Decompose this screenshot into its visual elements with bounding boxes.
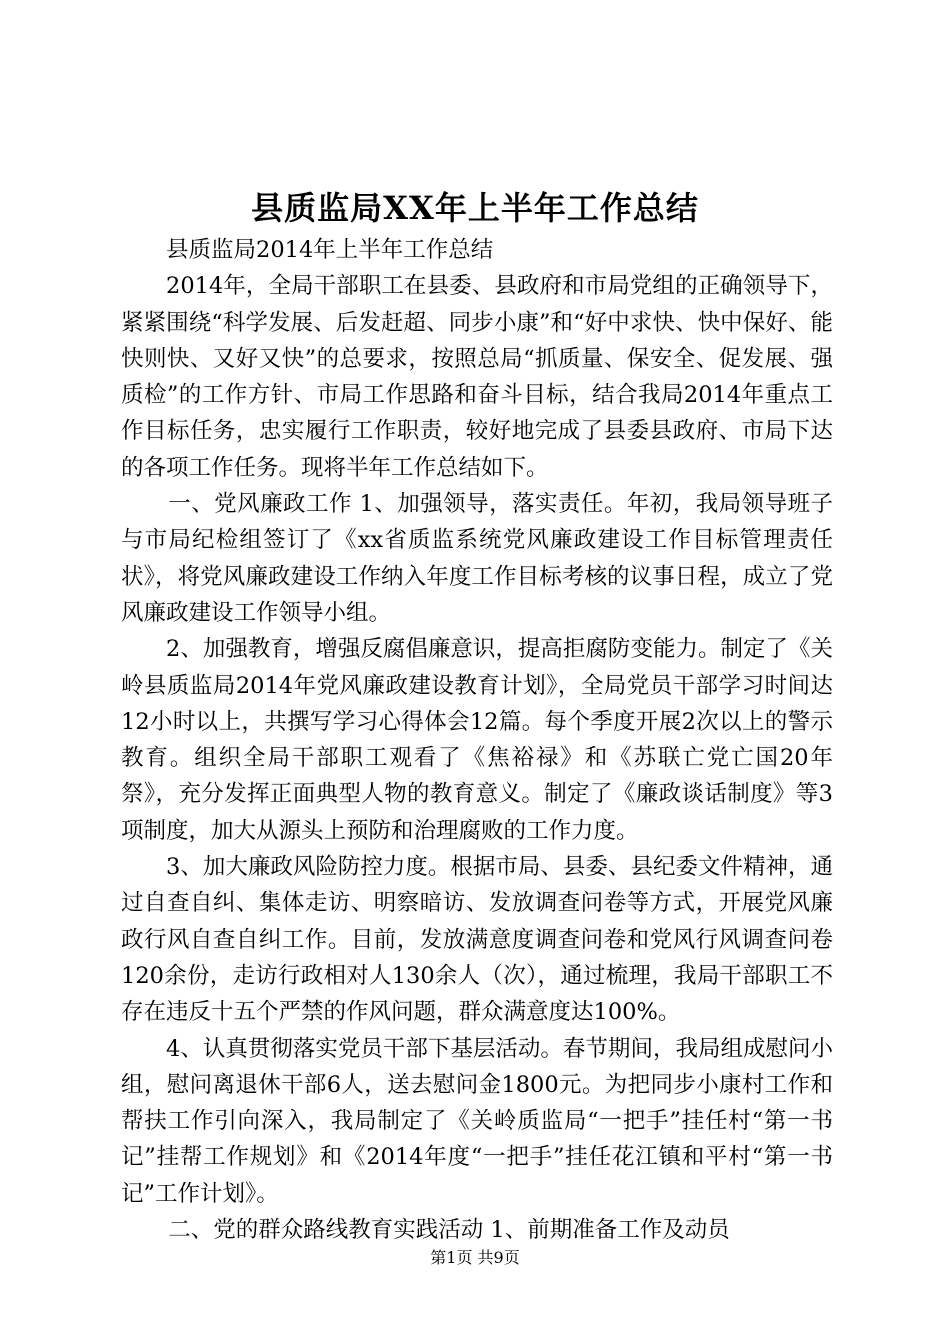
document-title: 县质监局XX年上半年工作总结 [251,189,699,227]
paragraph-section-1: 一、党风廉政工作 1、加强领导，落实责任。年初，我局领导班子与市局纪检组签订了《xx省质监系统党风廉政建设工作目标管理责任状》，将党风廉政建设工作纳入年度工作目标考核的议事日程，成立了党风廉政建设工作领导小组。 [121,491,833,626]
document-body [121,232,833,1248]
page-number: 第1页 共9页 [430,1248,520,1267]
paragraph-subtitle: 县质监局2014年上半年工作总结 [166,237,494,263]
paragraph-intro: 2014年，全局干部职工在县委、县政府和市局党组的正确领导下，紧紧围绕“科学发展、后发赶超、同步小康”和“好中求快、快中保好、能快则快、又好又快”的总要求，按照总局“抓质量、保安全、促发展、强质检”的工作方针、市局工作思路和奋斗目标，结合我局2014年重点工作目标任务，忠实履行工作职责，较好地完成了县委县政府、市局下达的各项工作任务。现将半年工作总结如下。 [121,273,833,481]
paragraph-item-3: 3、加大廉政风险防控力度。根据市局、县委、县纪委文件精神，通过自查自纠、集体走访、明察暗访、发放调查问卷等方式，开展党风廉政行风自查自纠工作。目前，发放满意度调查问卷和党风行风调查问卷120余份，走访行政相对人130余人（次），通过梳理，我局干部职工不存在违反十五个严禁的作风问题，群众满意度达100%。 [121,854,833,1026]
paragraph-section-2: 二、党的群众路线教育实践活动 1、前期准备工作及动员 [168,1217,730,1244]
paragraph-item-4: 4、认真贯彻落实党员干部下基层活动。春节期间，我局组成慰问小组，慰问离退休干部6人，送去慰问金1800元。为把同步小康村工作和帮扶工作引向深入，我局制定了《关岭质监局“一把手”挂任村“第一书记”挂帮工作规划》和《2014年度“一把手”挂任花江镇和平村“第一书记”工作计划》。 [121,1035,833,1207]
paragraph-item-2: 2、加强教育，增强反腐倡廉意识，提高拒腐防变能力。制定了《关岭县质监局2014年党风廉政建设教育计划》，全局党员干部学习时间达12小时以上，共撰写学习心得体会12篇。每个季度开展2次以上的警示教育。组织全局干部职工观看了《焦裕禄》和《苏联亡党亡国20年祭》，充分发挥正面典型人物的教育意义。制定了《廉政谈话制度》等3项制度，加大从源头上预防和治理腐败的工作力度。 [121,636,833,844]
